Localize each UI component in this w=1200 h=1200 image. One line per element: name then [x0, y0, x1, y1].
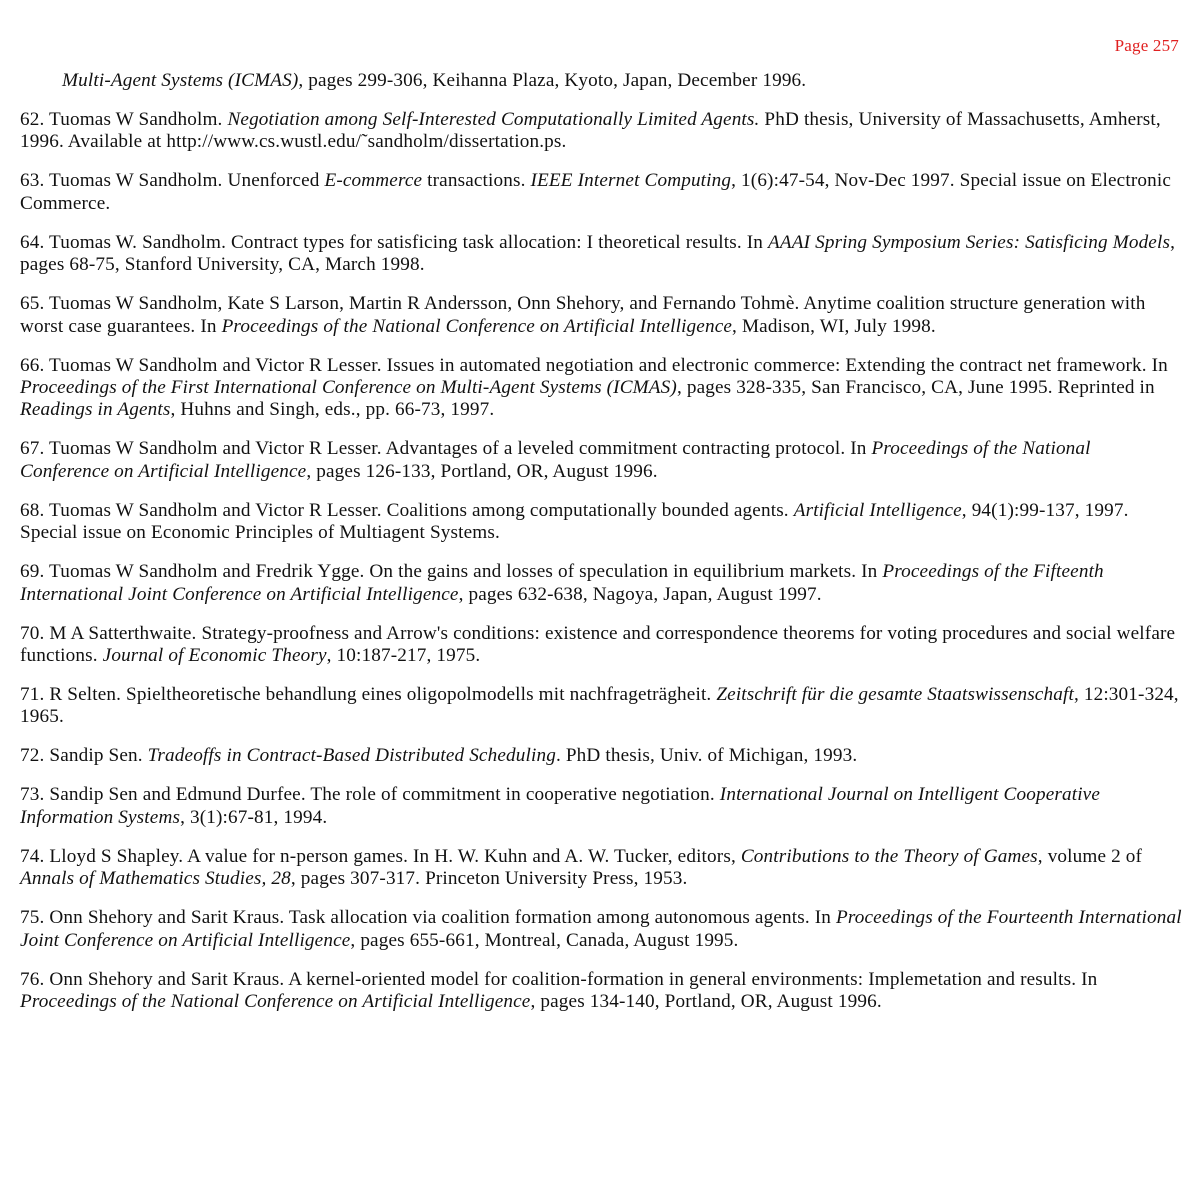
reference-text: 73. Sandip Sen and Edmund Durfee. The role of commitment in cooperative negotiation. — [20, 784, 720, 806]
reference-text: 65. Tuomas W Sandholm, Kate S Larson, Martin R Andersson, Onn Shehory, and Fernando Tohmè. Anytime coalition structure generation with worst case guarantees. In — [20, 293, 1146, 337]
reference-list — [20, 70, 1182, 1030]
reference-text: , 12:301-324, 1965. — [20, 684, 1179, 728]
reference-text: , pages 655-661, Montreal, Canada, August 1995. — [350, 929, 739, 951]
reference-text: 66. Tuomas W Sandholm and Victor R Lesser. Issues in automated negotiation and electronic commerce: Extending the contract net framework. In — [20, 354, 1168, 376]
reference-text: , pages 126-133, Portland, OR, August 1996. — [306, 460, 658, 482]
reference-text: , pages 307-317. Princeton University Press, 1953. — [290, 868, 688, 890]
reference-text: , pages 68-75, Stanford University, CA, March 1998. — [20, 231, 1176, 276]
reference-text: , 10:187-217, 1975. — [326, 645, 481, 667]
reference-text: , pages 134-140, Portland, OR, August 1996. — [530, 991, 882, 1013]
reference-title-italic: Multi-Agent Systems (ICMAS) — [62, 70, 299, 91]
reference-title-italic: Proceedings of the Fourteenth International Joint Conference on Artificial Intelligence — [20, 907, 1182, 951]
reference-text: , volume 2 of — [1037, 845, 1143, 867]
reference-text: , pages 299-306, Keihanna Plaza, Kyoto, Japan, December 1996. — [298, 70, 807, 91]
reference-entry — [20, 109, 1182, 154]
reference-entry — [20, 355, 1182, 422]
reference-title-italic: Readings in Agents — [20, 399, 171, 421]
reference-title-italic: AAAI Spring Symposium Series: Satisficing Models — [767, 231, 1171, 253]
page-number: Page 257 — [1114, 36, 1179, 55]
reference-text: PhD thesis, University of Massachusetts, Amherst, 1996. Available at http://www.cs.wustl.edu/˜sandholm/dissertation.ps. — [20, 109, 1161, 153]
reference-text: 64. Tuomas W. Sandholm. Contract types for satisficing task allocation: I theoretical results. In — [20, 231, 768, 253]
reference-title-italic: IEEE Internet Computing — [530, 170, 732, 192]
reference-text: 69. Tuomas W Sandholm and Fredrik Ygge. On the gains and losses of speculation in equilibrium markets. In — [20, 561, 883, 583]
reference-title-italic: Artificial Intelligence — [793, 499, 962, 521]
reference-text: 62. Tuomas W Sandholm. — [20, 109, 228, 130]
reference-title-italic: Negotiation among Self-Interested Computationally Limited Agents. — [227, 109, 760, 130]
reference-title-italic: Tradeoffs in Contract-Based Distributed Scheduling — [147, 745, 556, 767]
reference-title-italic: Zeitschrift für die gesamte Staatswissenschaft — [716, 684, 1074, 706]
reference-entry — [20, 745, 1182, 767]
reference-text: , Madison, WI, July 1998. — [732, 315, 936, 337]
reference-text: , pages 328-335, San Francisco, CA, June 1995. Reprinted in — [676, 377, 1155, 399]
reference-entry — [20, 170, 1182, 215]
reference-entry — [20, 293, 1182, 338]
reference-title-italic: Proceedings of the National Conference on Artificial Intelligence — [221, 315, 733, 337]
reference-text: 63. Tuomas W Sandholm. Unenforced — [20, 170, 325, 192]
reference-text: transactions. — [422, 170, 531, 192]
reference-entry — [20, 623, 1182, 668]
reference-entry — [20, 969, 1182, 1014]
reference-text: , 94(1):99-137, 1997. Special issue on Economic Principles of Multiagent Systems. — [20, 499, 1129, 544]
reference-entry — [20, 846, 1182, 891]
reference-title-italic: Proceedings of the National Conference on Artificial Intelligence — [20, 991, 531, 1013]
reference-entry — [20, 438, 1182, 483]
reference-text: 74. Lloyd S Shapley. A value for n-person games. In H. W. Kuhn and A. W. Tucker, editors, — [20, 845, 741, 867]
reference-text: 70. M A Satterthwaite. Strategy-proofness and Arrow's conditions: existence and correspondence theorems for voting procedures and social welfare functions. — [20, 622, 1176, 667]
reference-title-italic: Proceedings of the Fifteenth International Joint Conference on Artificial Intelligence — [20, 561, 1104, 605]
reference-entry-continuation — [20, 70, 1182, 92]
reference-title-italic: E-commerce — [324, 170, 423, 192]
reference-text: 67. Tuomas W Sandholm and Victor R Lesser. Advantages of a leveled commitment contracting protocol. In — [20, 438, 872, 460]
reference-text: . PhD thesis, Univ. of Michigan, 1993. — [555, 745, 858, 767]
reference-text: 72. Sandip Sen. — [20, 745, 148, 767]
reference-entry — [20, 784, 1182, 829]
reference-entry — [20, 684, 1182, 729]
reference-title-italic: Proceedings of the First International Conference on Multi-Agent Systems (ICMAS) — [20, 377, 677, 399]
reference-title-italic: Proceedings of the National Conference on Artificial Intelligence — [20, 438, 1091, 482]
reference-text: , Huhns and Singh, eds., pp. 66-73, 1997. — [170, 399, 495, 421]
reference-entry — [20, 561, 1182, 606]
reference-text: 68. Tuomas W Sandholm and Victor R Lesser. Coalitions among computationally bounded agents. — [20, 499, 794, 521]
reference-text: , 1(6):47-54, Nov-Dec 1997. Special issue on Electronic Commerce. — [20, 170, 1171, 214]
reference-title-italic: Journal of Economic Theory — [102, 645, 327, 667]
reference-title-italic: International Journal on Intelligent Cooperative Information Systems — [20, 784, 1101, 828]
reference-text: , pages 632-638, Nagoya, Japan, August 1997. — [458, 583, 822, 605]
reference-text: 71. R Selten. Spieltheoretische behandlung eines oligopolmodells mit nachfrageträgheit. — [20, 684, 717, 706]
reference-entry — [20, 907, 1182, 952]
reference-text: 75. Onn Shehory and Sarit Kraus. Task allocation via coalition formation among autonomous agents. In — [20, 907, 836, 929]
reference-text: 76. Onn Shehory and Sarit Kraus. A kernel-oriented model for coalition-formation in general environments: Implemetation and results. In — [20, 968, 1098, 990]
reference-entry — [20, 232, 1182, 277]
reference-title-italic: Annals of Mathematics Studies, 28 — [20, 868, 291, 890]
reference-entry — [20, 500, 1182, 545]
reference-text: , 3(1):67-81, 1994. — [180, 806, 328, 828]
reference-title-italic: Contributions to the Theory of Games — [740, 845, 1038, 867]
